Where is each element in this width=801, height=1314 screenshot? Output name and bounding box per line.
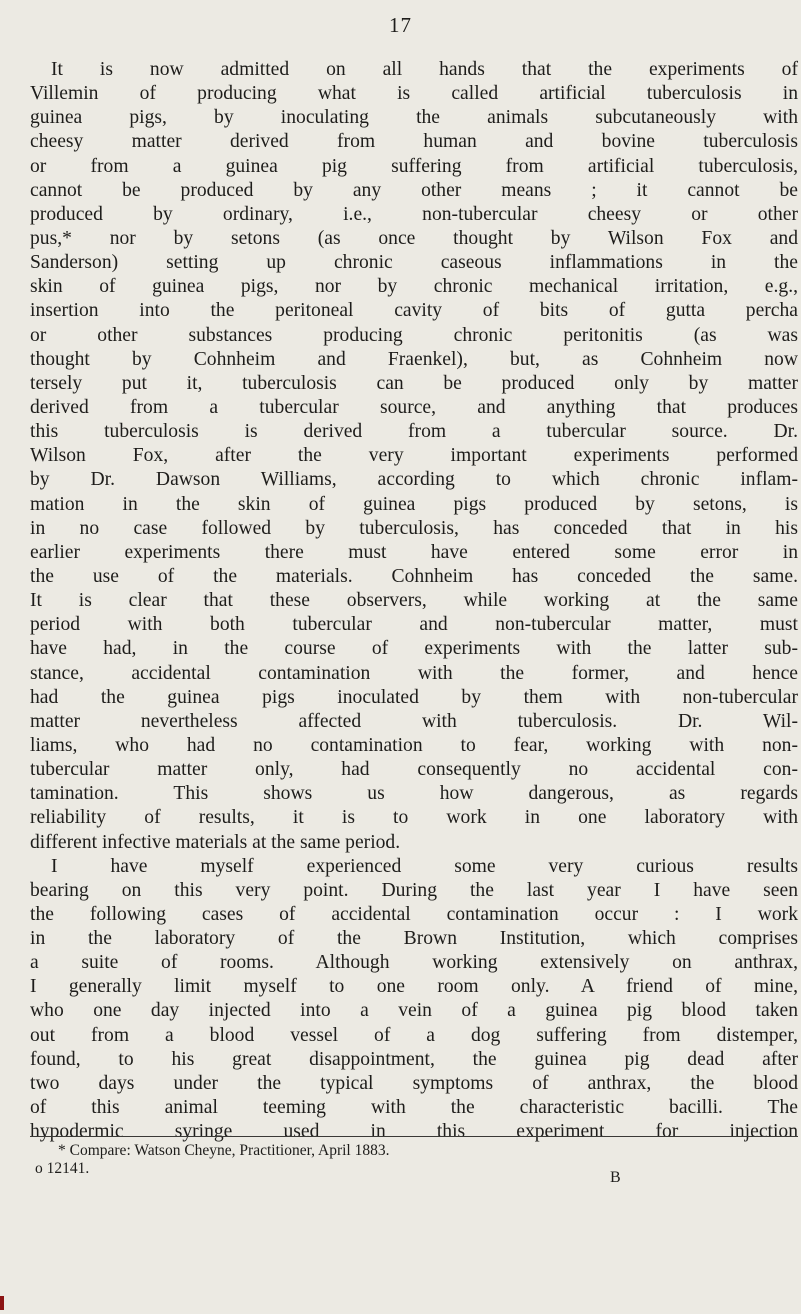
text-line: or from a guinea pig suffering from artificial tuberculosis, — [30, 155, 798, 177]
text-line: out from a blood vessel of a dog suffering from distemper, — [30, 1024, 798, 1046]
text-line: pus,* nor by setons (as once thought by Wilson Fox and — [30, 227, 798, 249]
text-line: tersely put it, tuberculosis can be produced only by matter — [30, 372, 798, 394]
text-line: stance, accidental contamination with the former, and hence — [30, 662, 798, 684]
footnote-text: * Compare: Watson Cheyne, Practitioner, April 1883. — [58, 1142, 390, 1159]
text-line: had the guinea pigs inoculated by them with non-tubercular — [30, 686, 798, 708]
text-line: I generally limit myself to one room only. A friend of mine, — [30, 976, 798, 998]
text-line: Sanderson) setting up chronic caseous inflammations in the — [30, 252, 798, 274]
text-line: insertion into the peritoneal cavity of bits of gutta percha — [30, 300, 798, 322]
print-code: o 12141. — [35, 1160, 90, 1177]
text-line: a suite of rooms. Although working extensively on anthrax, — [30, 952, 798, 974]
text-line: the use of the materials. Cohnheim has conceded the same. — [30, 565, 798, 587]
text-line: period with both tubercular and non-tubercular matter, must — [30, 614, 798, 636]
margin-mark — [0, 1296, 4, 1310]
text-line: by Dr. Dawson Williams, according to which chronic inflam- — [30, 469, 798, 491]
body-text — [30, 58, 798, 1144]
text-line: Wilson Fox, after the very important experiments performed — [30, 445, 798, 467]
text-line: have had, in the course of experiments with the latter sub- — [30, 638, 798, 660]
text-line: tubercular matter only, had consequently no accidental con- — [30, 759, 798, 781]
text-line: cheesy matter derived from human and bovine tuberculosis — [30, 131, 798, 153]
text-line: guinea pigs, by inoculating the animals subcutaneously with — [30, 107, 798, 129]
text-line: It is clear that these observers, while working at the same — [30, 590, 798, 612]
text-line: derived from a tubercular source, and anything that produces — [30, 396, 798, 418]
text-line: earlier experiments there must have entered some error in — [30, 541, 798, 563]
text-line: cannot be produced by any other means ; it cannot be — [30, 179, 798, 201]
text-line: liams, who had no contamination to fear, working with non- — [30, 734, 798, 756]
text-line: the following cases of accidental contamination occur : I work — [30, 903, 798, 925]
footnote-rule — [30, 1136, 798, 1137]
text-line: different infective materials at the same period. — [30, 831, 401, 853]
text-line: mation in the skin of guinea pigs produced by setons, is — [30, 493, 798, 515]
text-line: this tuberculosis is derived from a tubercular source. Dr. — [30, 421, 798, 443]
text-line: found, to his great disappointment, the guinea pig dead after — [30, 1048, 798, 1070]
text-line: who one day injected into a vein of a guinea pig blood taken — [30, 1000, 798, 1022]
text-line: in no case followed by tuberculosis, has conceded that in his — [30, 517, 798, 539]
text-line: It is now admitted on all hands that the experiments of — [51, 59, 798, 80]
text-line: in the laboratory of the Brown Institution, which comprises — [30, 928, 798, 950]
signature-row — [30, 1160, 798, 1186]
text-line: or other substances producing chronic peritonitis (as was — [30, 324, 798, 346]
page-number: 17 — [389, 13, 412, 37]
text-line: hypodermic syringe used in this experiment for injection — [30, 1121, 798, 1143]
footnote — [30, 1142, 798, 1186]
text-line: Villemin of producing what is called artificial tuberculosis in — [30, 83, 798, 105]
text-line: two days under the typical symptoms of anthrax, the blood — [30, 1072, 798, 1094]
text-line: tamination. This shows us how dangerous, as regards — [30, 783, 798, 805]
text-line: thought by Cohnheim and Fraenkel), but, as Cohnheim now — [30, 348, 798, 370]
text-line: bearing on this very point. During the last year I have seen — [30, 879, 798, 901]
signature-mark: B — [610, 1169, 621, 1186]
text-line: skin of guinea pigs, nor by chronic mechanical irritation, e.g., — [30, 276, 798, 298]
text-line: produced by ordinary, i.e., non-tubercular cheesy or other — [30, 203, 798, 225]
text-line: of this animal teeming with the characteristic bacilli. The — [30, 1097, 798, 1119]
text-line: I have myself experienced some very curious results — [51, 855, 798, 877]
text-line: reliability of results, it is to work in one laboratory with — [30, 807, 798, 829]
text-line: matter nevertheless affected with tuberculosis. Dr. Wil- — [30, 710, 798, 732]
